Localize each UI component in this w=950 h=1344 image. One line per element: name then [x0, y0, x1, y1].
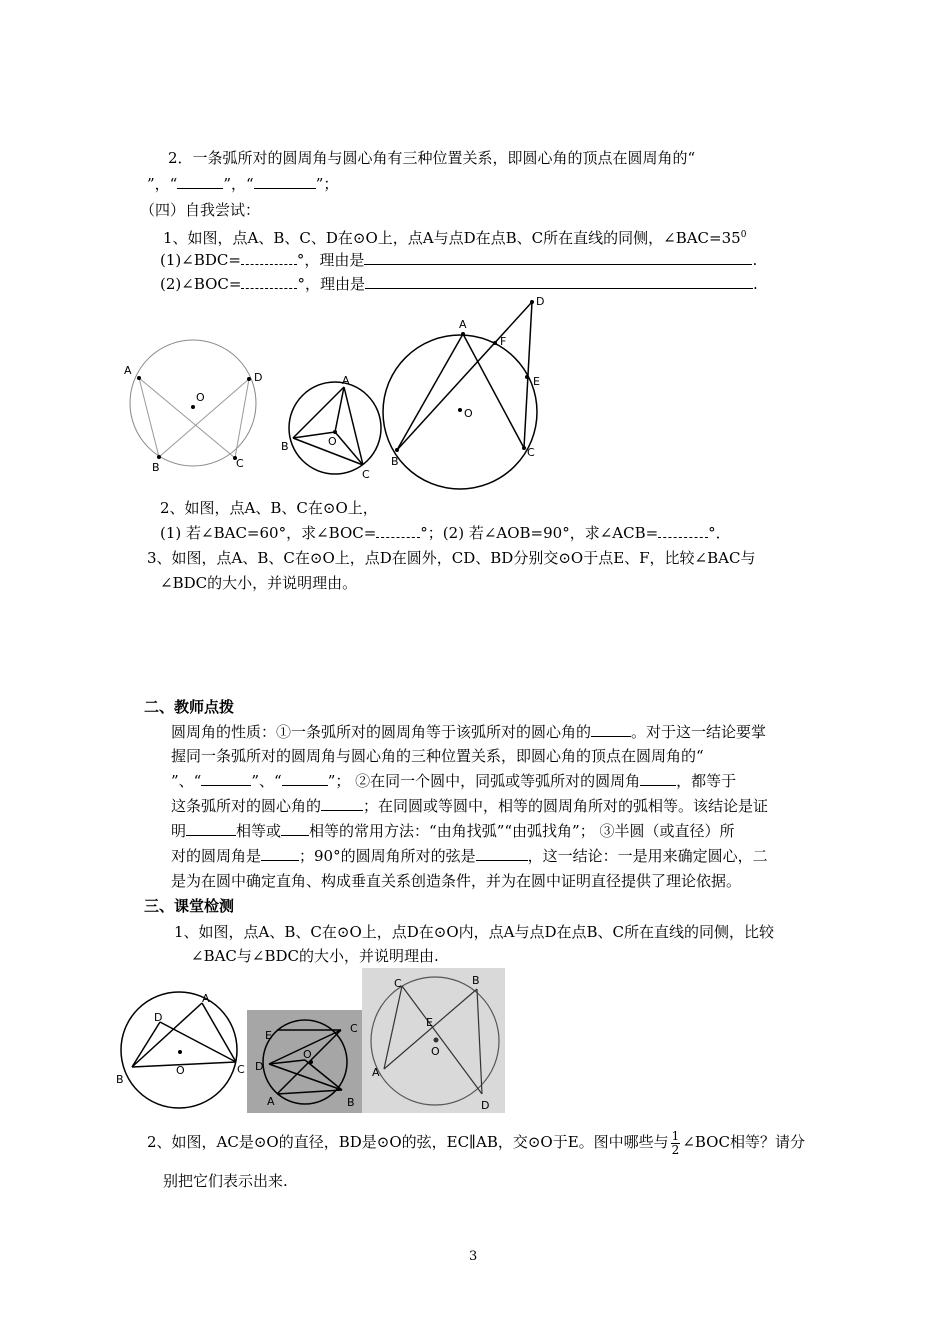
fill-blank[interactable]	[241, 250, 297, 265]
text: °，理由是	[296, 251, 365, 269]
check-q1-line1: 1、如图，点A、B、C在⊙O上，点D在⊙O内，点A与点D在点B、C所在直线的同侧，比较	[174, 923, 774, 941]
page-number: 3	[469, 1249, 478, 1264]
item2-line1: 2．一条弧所对的圆周角与圆心角有三种位置关系，即圆心角的顶点在圆周角的“	[168, 149, 696, 167]
label-e: E	[265, 1029, 272, 1042]
label-c: C	[237, 1063, 245, 1076]
label-c: C	[236, 457, 244, 470]
fill-blank[interactable]	[282, 771, 328, 786]
label-a: A	[459, 318, 467, 331]
text: 明	[171, 822, 187, 840]
label-a: A	[124, 364, 132, 377]
self-try-heading: （四）自我尝试：	[140, 201, 261, 219]
fill-blank[interactable]	[321, 796, 363, 811]
text: ”、“	[251, 772, 282, 790]
label-d: D	[154, 1011, 163, 1024]
label-f: F	[500, 335, 507, 348]
q3-line1: 3、如图，点A、B、C在⊙O上，点D在圆外，CD、BD分别交⊙O于点E、F，比较∠BAC与	[147, 549, 756, 567]
figure-ec-parallel-ab	[247, 1010, 363, 1113]
label-b: B	[472, 974, 480, 987]
text: ”、“	[171, 772, 202, 790]
fill-blank[interactable]	[364, 250, 752, 265]
teacher-line7: 是为在圆中确定直角、构成垂直关系创造条件，并为在圆中证明直径提供了理论依据。	[171, 872, 742, 890]
fill-blank[interactable]	[365, 274, 753, 289]
text: 圆周角的性质：①一条弧所对的圆周角等于该弧所对的圆心角的	[171, 723, 592, 741]
q1-part2	[160, 274, 758, 294]
label-e: E	[533, 375, 540, 388]
text: ”； ②在同一个圆中，同弧或等弧所对的圆周角	[327, 772, 641, 790]
teacher-line1	[171, 722, 766, 742]
label-d: D	[481, 1099, 490, 1112]
fraction-numerator: 1	[671, 1128, 680, 1143]
fill-blank[interactable]	[476, 846, 528, 861]
fill-blank[interactable]	[281, 821, 309, 836]
fill-blank[interactable]	[177, 174, 223, 189]
fill-blank[interactable]	[254, 174, 316, 189]
figure-point-outside	[382, 295, 557, 475]
label-o: O	[464, 407, 473, 420]
label-b: B	[281, 440, 289, 453]
check-q2-line1	[147, 1128, 805, 1157]
teacher-line4	[171, 796, 768, 816]
q2-line1: 2、如图，点A、B、C在⊙O上，	[160, 499, 378, 517]
check-heading: 三、课堂检测	[144, 897, 235, 915]
label-d: D	[536, 295, 545, 308]
q3-line2: ∠BDC的大小，并说明理由。	[160, 574, 358, 592]
fill-blank[interactable]	[261, 846, 299, 861]
label-a: A	[202, 992, 210, 1005]
text: ，都等于	[676, 772, 737, 790]
fill-blank[interactable]	[201, 771, 251, 786]
label-o: O	[303, 1048, 312, 1061]
text: ∠BOC相等？请分	[682, 1133, 805, 1151]
fraction-one-half	[671, 1130, 681, 1157]
label-a: A	[372, 1066, 380, 1079]
teacher-line2: 握同一条弧所对的圆周角与圆心角的三种位置关系，即圆心角的顶点在圆周角的“	[171, 747, 704, 765]
label-o: O	[196, 391, 205, 404]
text: ”；	[315, 175, 339, 193]
label-b: B	[391, 455, 399, 468]
item2-line2	[147, 174, 338, 194]
label-d: D	[255, 1060, 264, 1073]
teacher-line3	[171, 771, 736, 791]
figure-circle-abcd	[115, 330, 275, 480]
label-b: B	[347, 1096, 355, 1109]
text: 相等或	[236, 822, 282, 840]
figure-triangle-center	[278, 370, 388, 485]
label-o: O	[328, 435, 337, 448]
text: °；(2) 若∠AOB=90°，求∠ACB=	[420, 524, 659, 542]
fill-blank[interactable]	[658, 523, 708, 538]
q2-line2	[160, 523, 731, 543]
text: 对的圆周角是	[171, 847, 262, 865]
text: (1)∠BDC=	[160, 251, 241, 269]
label-b: B	[152, 461, 160, 474]
fill-blank[interactable]	[640, 771, 676, 786]
fill-blank[interactable]	[241, 274, 297, 289]
check-q1-line2: ∠BAC与∠BDC的大小，并说明理由.	[191, 947, 439, 965]
text: ”，“	[147, 175, 178, 193]
teacher-heading: 二、教师点拨	[144, 698, 235, 716]
q1-line1	[163, 225, 746, 248]
label-e: E	[426, 1016, 433, 1029]
text: (2)∠BOC=	[160, 275, 242, 293]
text: ；在同圆或等圆中，相等的圆周角所对的弧相等。该结论是证	[363, 797, 769, 815]
text: ”，“	[223, 175, 254, 193]
text: (1) 若∠BAC=60°，求∠BOC=	[160, 524, 377, 542]
figure-intersecting-chords	[362, 968, 505, 1113]
text: 这条弧所对的圆心角的	[171, 797, 322, 815]
text: 2、如图，AC是⊙O的直径，BD是⊙O的弦，EC∥AB，交⊙O于E。图中哪些与	[147, 1133, 669, 1151]
label-o: O	[176, 1064, 185, 1077]
label-c: C	[394, 977, 402, 990]
text: °，理由是	[297, 275, 365, 293]
label-b: B	[116, 1073, 124, 1086]
text: 相等的常用方法：“由角找弧”“由弧找角”； ③半圆（或直径）所	[309, 822, 735, 840]
text: 1、如图，点A、B、C、D在⊙O上，点A与点D在点B、C所在直线的同侧，∠BAC=35	[163, 229, 741, 247]
label-o: O	[431, 1045, 440, 1058]
label-c: C	[362, 468, 370, 481]
fill-blank[interactable]	[376, 523, 420, 538]
figure-point-inside	[112, 990, 247, 1110]
text: .	[752, 275, 758, 293]
text: .	[752, 251, 758, 269]
text: °．	[708, 524, 731, 542]
q1-part1	[160, 250, 757, 270]
check-q2-line2: 别把它们表示出来.	[163, 1172, 288, 1190]
label-a: A	[342, 374, 350, 387]
text: ，这一结论：一是用来确定圆心，二	[527, 847, 768, 865]
label-d: D	[254, 371, 263, 384]
teacher-line6	[171, 846, 768, 866]
fill-blank[interactable]	[186, 821, 236, 836]
degree-sup: 0	[740, 230, 747, 240]
teacher-line5	[171, 821, 734, 841]
label-a: A	[267, 1095, 275, 1108]
fill-blank[interactable]	[591, 722, 631, 737]
fraction-denominator: 2	[671, 1142, 680, 1157]
label-c: C	[527, 446, 535, 459]
text: 。对于这一结论要掌	[631, 723, 767, 741]
text: ；90°的圆周角所对的弦是	[299, 847, 476, 865]
label-c: C	[350, 1022, 358, 1035]
